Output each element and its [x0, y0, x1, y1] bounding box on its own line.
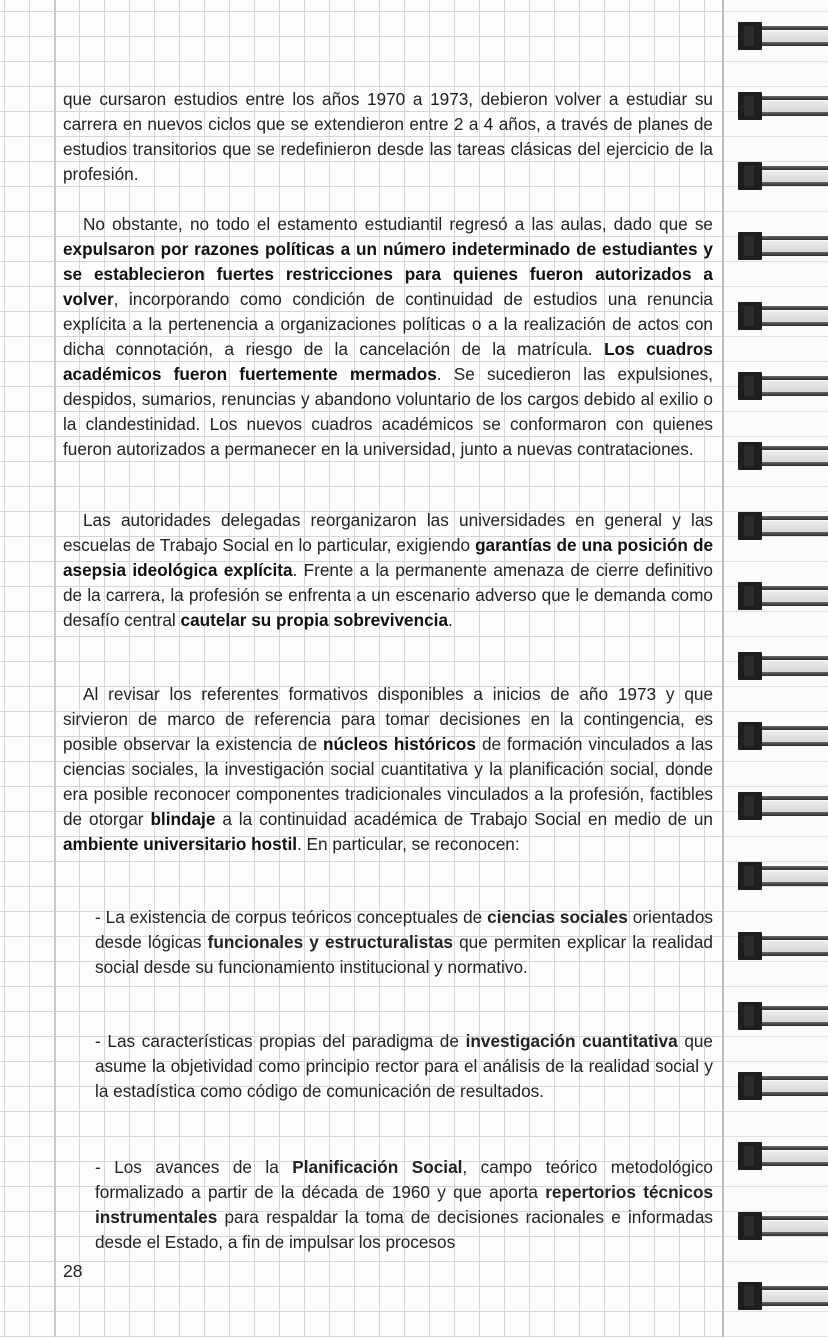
- bold-emphasis: Los cuadros académicos fueron fuertemente mermados: [63, 339, 713, 384]
- text-run: - Los avances de la: [95, 1157, 293, 1177]
- bold-emphasis: Planificación Social: [292, 1157, 463, 1177]
- paragraph-text: [63, 682, 713, 857]
- text-run: que cursaron estudios entre los años 1970 a 1973, debieron volver a estudiar su carrera en nuevos ciclos que se extendieron entre 2 a 4 años, a través de planes de estudios transitorios que se redefinieron desde las tareas clásicas del ejercicio de la profesión.: [63, 89, 713, 184]
- bold-emphasis: núcleos históricos: [322, 734, 476, 754]
- text-run: , campo teórico metodológico formalizado a partir de la década de 1960 y que aporta: [95, 1157, 713, 1202]
- text-run: No obstante, no todo el estamento estudiantil regresó a las aulas, dado que se: [83, 214, 713, 234]
- bullet-text: [95, 905, 713, 980]
- spiral-ring-icon: [738, 92, 828, 120]
- page-number: 28: [63, 1261, 83, 1281]
- paragraph-2: [63, 212, 713, 462]
- spiral-ring-icon: [738, 372, 828, 400]
- left-margin-line: [54, 0, 56, 1337]
- bold-emphasis: funcionales y estructuralistas: [207, 932, 453, 952]
- right-margin-line: [722, 0, 724, 1337]
- paragraph-3: [63, 508, 713, 633]
- spiral-ring-icon: [738, 862, 828, 890]
- bullet-item-1: [95, 905, 713, 980]
- text-run: , incorporando como condición de continuidad de estudios una renuncia explícita a la pertenencia a organizaciones políticas o a la realización de actos con dicha connotación, a riesgo de la cancelación de la matrícula.: [63, 289, 713, 359]
- bold-emphasis: blindaje: [150, 809, 216, 829]
- bold-emphasis: investigación cuantitativa: [465, 1031, 678, 1051]
- text-run: a la continuidad académica de Trabajo Social en medio de un: [215, 809, 713, 829]
- text-run: . Se sucedieron las expulsiones, despidos, sumarios, renuncias y abandono voluntario de los cargos debido al exilio o la clandestinidad. Los nuevos cuadros académicos se conformaron con quienes fueron autorizados a permanecer en la universidad, junto a nuevas contrataciones.: [63, 364, 714, 459]
- text-run: - Las características propias del paradigma de: [95, 1031, 466, 1051]
- spiral-ring-icon: [738, 1072, 828, 1100]
- bullet-item-3: [95, 1155, 713, 1255]
- text-run: - La existencia de corpus teóricos conceptuales de: [95, 907, 488, 927]
- text-run: para respaldar la toma de decisiones racionales e informadas desde el Estado, a fin de impulsar los procesos: [95, 1207, 713, 1252]
- bullet-item-2: [95, 1029, 713, 1104]
- bold-emphasis: expulsaron por razones políticas a un número indeterminado de estudiantes y se establecieron fuertes restricciones para quienes fueron autorizados a volver: [63, 239, 713, 309]
- spiral-ring-icon: [738, 442, 828, 470]
- text-run: . En particular, se reconocen:: [297, 834, 520, 854]
- paragraph-text: [63, 508, 713, 633]
- text-run: Las autoridades delegadas reorganizaron las universidades en general y las escuelas de Trabajo Social en lo particular, exigiendo: [63, 510, 713, 555]
- paragraph-text: [63, 87, 713, 187]
- paragraph-text: [63, 212, 713, 462]
- bold-emphasis: garantías de una posición de asepsia ideológica explícita: [63, 535, 714, 580]
- bold-emphasis: cautelar su propia sobrevivencia: [180, 610, 449, 630]
- spiral-ring-icon: [738, 932, 828, 960]
- spiral-ring-icon: [738, 162, 828, 190]
- spiral-ring-icon: [738, 1142, 828, 1170]
- spiral-ring-icon: [738, 722, 828, 750]
- text-run: Al revisar los referentes formativos disponibles a inicios de año 1973 y que sirvieron de marco de referencia para tomar decisiones en la contingencia, es posible observar la existencia de: [63, 684, 713, 754]
- spiral-ring-icon: [738, 302, 828, 330]
- text-run: que permiten explicar la realidad social desde su funcionamiento institucional y normativo.: [95, 932, 713, 977]
- spiral-ring-icon: [738, 1282, 828, 1310]
- bold-emphasis: ambiente universitario hostil: [63, 834, 297, 854]
- text-run: de formación vinculados a las ciencias sociales, la investigación social cuantitativa y la planificación social, donde era posible reconocer componentes tradicionales vinculados a la profesión, factibles de otorgar: [63, 734, 714, 829]
- paragraph-4: [63, 682, 713, 857]
- text-run: .: [448, 610, 453, 630]
- spiral-ring-icon: [738, 22, 828, 50]
- spiral-ring-icon: [738, 792, 828, 820]
- bold-emphasis: ciencias sociales: [487, 907, 628, 927]
- spiral-ring-icon: [738, 1212, 828, 1240]
- bold-emphasis: repertorios técnicos instrumentales: [95, 1182, 713, 1227]
- text-run: que asume la objetividad como principio rector para el análisis de la realidad social y la estadística como código de comunicación de resultados.: [95, 1031, 713, 1101]
- spiral-ring-icon: [738, 652, 828, 680]
- text-run: orientados desde lógicas: [95, 907, 713, 952]
- text-run: . Frente a la permanente amenaza de cierre definitivo de la carrera, la profesión se enfrenta a un escenario adverso que le demanda como desafío central: [63, 560, 713, 630]
- paragraph-1: [63, 87, 713, 187]
- spiral-ring-icon: [738, 1002, 828, 1030]
- spiral-ring-icon: [738, 232, 828, 260]
- bullet-text: [95, 1029, 713, 1104]
- spiral-ring-icon: [738, 582, 828, 610]
- bullet-text: [95, 1155, 713, 1255]
- spiral-ring-icon: [738, 512, 828, 540]
